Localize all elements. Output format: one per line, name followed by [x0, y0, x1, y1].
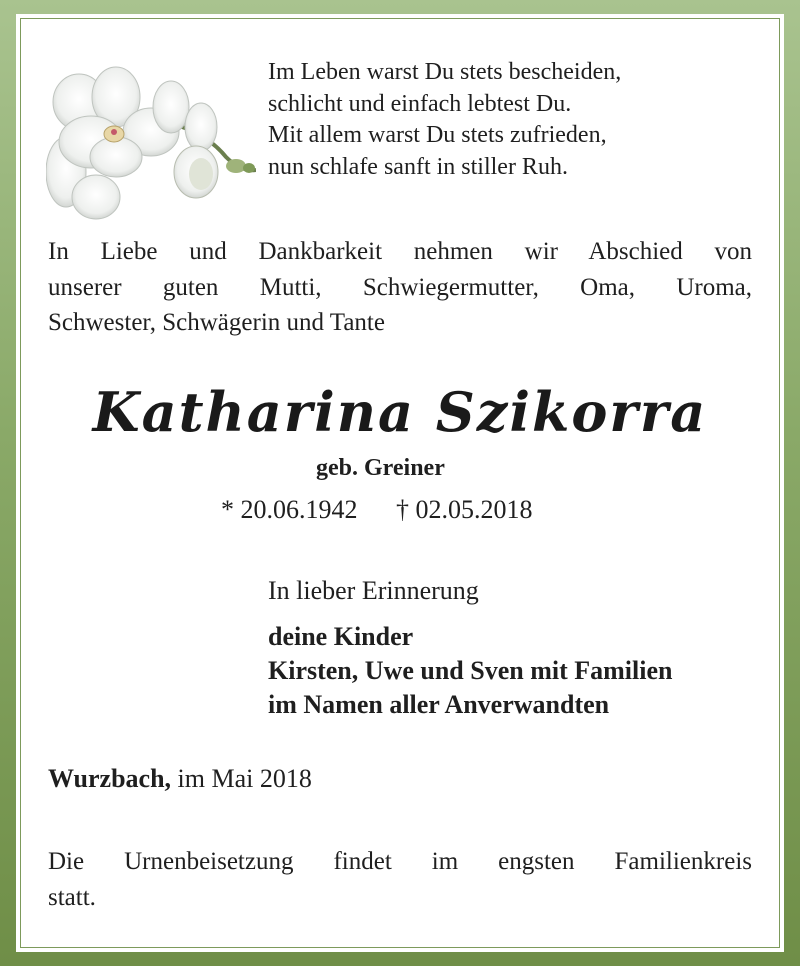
- signer-line: im Namen aller Anverwandten: [268, 690, 610, 719]
- place-month: im Mai 2018: [177, 764, 312, 793]
- burial-line: Die Urnenbeisetzung findet im engsten Familienkreis: [48, 848, 752, 875]
- intro-line: Schwester, Schwägerin und Tante: [48, 309, 385, 336]
- poem-line: Mit allem warst Du stets zufrieden,: [268, 122, 607, 148]
- poem-line: Im Leben warst Du stets bescheiden,: [268, 59, 622, 85]
- signer-line: Kirsten, Uwe und Sven mit Familien: [268, 656, 673, 685]
- place-date: [48, 764, 312, 794]
- life-dates: [221, 495, 533, 525]
- birth-date: * 20.06.1942: [221, 495, 358, 524]
- poem-line: nun schlafe sanft in stiller Ruh.: [268, 153, 568, 180]
- poem: [268, 57, 621, 183]
- signers: [268, 620, 672, 722]
- intro-paragraph: [48, 234, 752, 341]
- deceased-name: Katharina Szikorra: [92, 380, 708, 444]
- intro-line: In Liebe und Dankbarkeit nehmen wir Abschied von: [48, 238, 752, 265]
- place-town: Wurzbach,: [48, 764, 172, 793]
- burial-line: statt.: [48, 883, 96, 911]
- memory-line: In lieber Erinnerung: [268, 576, 479, 605]
- obituary-card: [16, 14, 784, 952]
- maiden-name: geb. Greiner: [316, 455, 445, 481]
- poem-line: schlicht und einfach lebtest Du.: [268, 90, 572, 117]
- death-date: † 02.05.2018: [396, 495, 533, 524]
- burial-note: [48, 844, 752, 915]
- intro-line: unserer guten Mutti, Schwiegermutter, Oma, Uroma,: [48, 273, 752, 301]
- orchid-icon: [46, 62, 256, 222]
- signer-line: deine Kinder: [268, 622, 414, 651]
